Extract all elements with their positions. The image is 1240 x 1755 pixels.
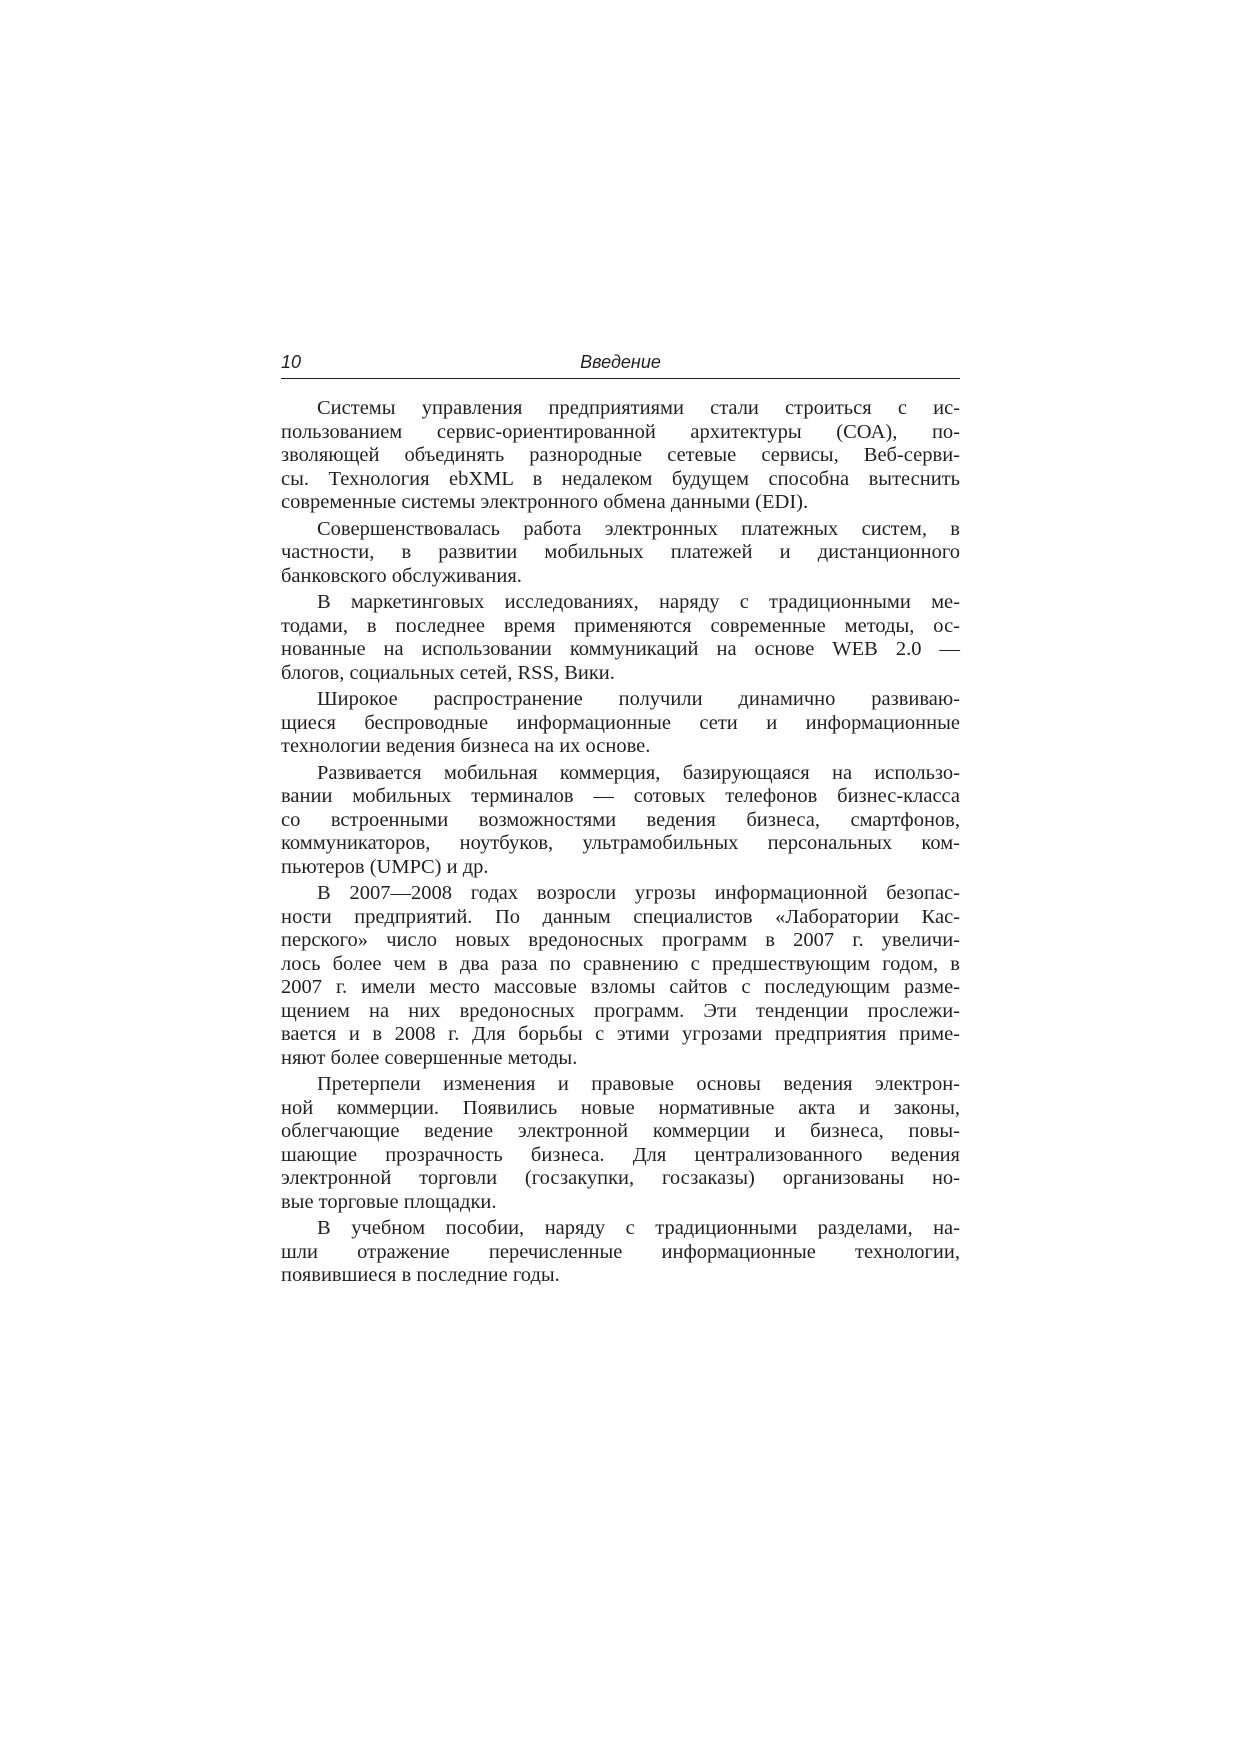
- text-line: 2007 г. имели место массовые взломы сайтов с последующим разме-: [281, 976, 960, 998]
- paragraph: [281, 688, 960, 759]
- paragraph: [281, 1217, 960, 1288]
- text-line: щиеся беспроводные информационные сети и информационные: [281, 711, 960, 734]
- text-line: блогов, социальных сетей, RSS, Вики.: [281, 661, 615, 684]
- text-line: В 2007—2008 годах возросли угрозы информационной безопас-: [317, 882, 960, 904]
- paragraph: [281, 591, 960, 685]
- body-text: [281, 397, 960, 1291]
- text-line: нованные на использовании коммуникаций на основе WEB 2.0 —: [281, 638, 960, 660]
- text-line: Широкое распространение получили динамично развиваю-: [317, 688, 960, 710]
- text-line: Развивается мобильная коммерция, базирующаяся на использо-: [317, 761, 960, 784]
- text-line: сы. Технология ebXML в недалеком будущем способна вытеснить: [281, 467, 960, 490]
- text-line: со встроенными возможностями ведения бизнеса, смартфонов,: [281, 808, 960, 831]
- text-line: шли отражение перечисленные информационные технологии,: [281, 1240, 960, 1263]
- text-line: появившиеся в последние годы.: [281, 1264, 560, 1286]
- text-line: шающие прозрачность бизнеса. Для централизованного ведения: [281, 1143, 960, 1166]
- text-line: частности, в развитии мобильных платежей и дистанционного: [281, 541, 960, 563]
- text-line: Системы управления предприятиями стали строиться с ис-: [317, 397, 960, 419]
- text-line: Претерпели изменения и правовые основы ведения электрон-: [317, 1073, 960, 1095]
- text-line: электронной торговли (госзакупки, госзаказы) организованы но-: [281, 1167, 960, 1189]
- page-header: [281, 348, 960, 379]
- text-line: няют более совершенные методы.: [281, 1046, 578, 1069]
- text-line: вые торговые площадки.: [281, 1190, 497, 1213]
- text-line: облегчающие ведение электронной коммерции и бизнеса, повы-: [281, 1120, 960, 1142]
- text-line: перского» число новых вредоносных программ в 2007 г. увеличи-: [281, 929, 960, 951]
- paragraph: [281, 1073, 960, 1214]
- text-line: зволяющей объединять разнородные сетевые сервисы, Веб-серви-: [281, 444, 960, 466]
- text-line: лось более чем в два раза по сравнению с предшествующим годом, в: [281, 952, 960, 975]
- text-line: банковского обслуживания.: [281, 564, 522, 587]
- text-line: ности предприятий. По данным специалистов «Лаборатории Кас-: [281, 905, 960, 928]
- text-line: технологии ведения бизнеса на их основе.: [281, 735, 651, 757]
- text-line: ной коммерции. Появились новые нормативные акта и законы,: [281, 1096, 960, 1119]
- text-line: тодами, в последнее время применяются современные методы, ос-: [281, 614, 960, 637]
- text-line: Совершенствовалась работа электронных платежных систем, в: [317, 517, 960, 540]
- paragraph: [281, 762, 960, 880]
- paragraph: [281, 882, 960, 1070]
- page-number: 10: [281, 352, 302, 372]
- text-line: вании мобильных терминалов — сотовых телефонов бизнес-класса: [281, 785, 960, 807]
- text-line: В учебном пособии, наряду с традиционными разделами, на-: [317, 1217, 960, 1239]
- paragraph: [281, 397, 960, 515]
- text-line: В маркетинговых исследованиях, наряду с традиционными ме-: [317, 591, 960, 613]
- text-line: вается и в 2008 г. Для борьбы с этими угрозами предприятия приме-: [281, 1023, 960, 1045]
- text-line: пользованием сервис-ориентированной архитектуры (СОА), по-: [281, 420, 960, 443]
- running-title: Введение: [580, 352, 661, 372]
- paragraph: [281, 518, 960, 589]
- text-line: пьютеров (UMPC) и др.: [281, 855, 489, 878]
- text-line: щением на них вредоносных программ. Эти тенденции прослежи-: [281, 999, 960, 1022]
- text-line: коммуникаторов, ноутбуков, ультрамобильных персональных ком-: [281, 832, 960, 854]
- text-line: современные системы электронного обмена данными (EDI).: [281, 491, 809, 513]
